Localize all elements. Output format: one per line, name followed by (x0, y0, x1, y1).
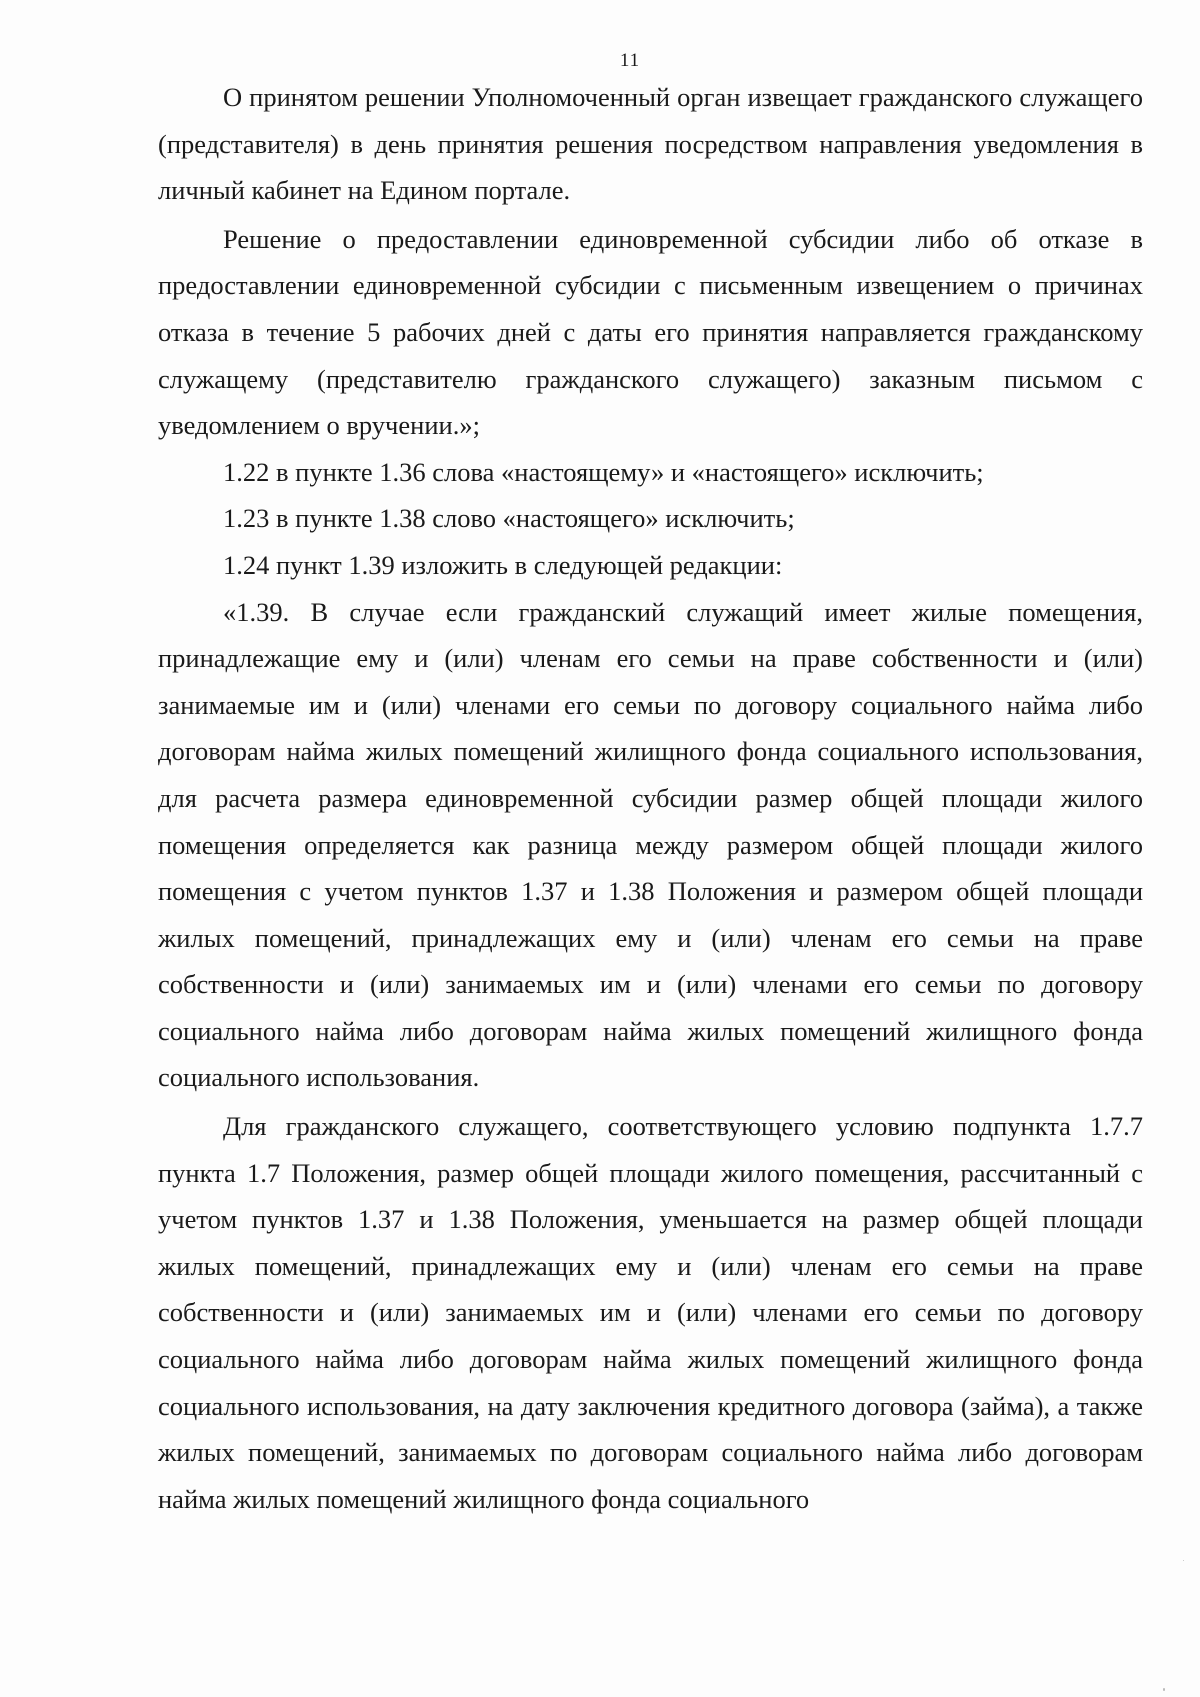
paragraph-clause-1-7-7: Для гражданского служащего, соответствующего условию подпункта 1.7.7 пункта 1.7 Положения, размер общей площади жилого помещения, рассчитанный с учетом пунктов 1.37 и 1.38 Положения, уменьшается на размер общей площади жилых помещений, принадлежащих ему и (или) членам его семьи на праве собственности и (или) занимаемых им и (или) членами его семьи по договору социального найма либо договорам найма жилых помещений жилищного фонда социального использования, на дату заключения кредитного договора (займа), а также жилых помещений, занимаемых по договорам социального найма либо договорам найма жилых помещений жилищного фонда социального (158, 1111, 1143, 1514)
paragraph-item-1-22: 1.22 в пункте 1.36 слова «настоящему» и «настоящего» исключить; (223, 456, 984, 487)
paragraph-clause-1-39: «1.39. В случае если гражданский служащий имеет жилые помещения, принадлежащие ему и (или) членам его семьи на праве собственности и (или) занимаемые им и (или) членами его семьи по договору социального найма либо договорам найма жилых помещений жилищного фонда социального использования, для расчета размера единовременной субсидии размер общей площади жилого помещения определяется как разница между размером общей площади жилого помещения с учетом пунктов 1.37 и 1.38 Положения и размером общей площади жилых помещений, принадлежащих ему и (или) членам его семьи на праве собственности и (или) занимаемых им и (или) членами его семьи по договору социального найма либо договорам найма жилых помещений жилищного фонда социального использования. (158, 596, 1143, 1093)
document-body (158, 74, 1143, 1522)
paragraph-item-1-23: 1.23 в пункте 1.38 слово «настоящего» исключить; (223, 503, 795, 534)
paragraph-item-1-24: 1.24 пункт 1.39 изложить в следующей редакции: (223, 549, 783, 580)
scan-speck (1163, 1688, 1165, 1691)
page-number: 11 (619, 50, 641, 71)
paragraph-notification: О принятом решении Уполномоченный орган извещает гражданского служащего (представителя) в день принятия решения посредством направления уведомления в личный кабинет на Едином портале. (158, 82, 1143, 206)
scan-speck (1183, 1560, 1184, 1561)
paragraph-decision: Решение о предоставлении единовременной субсидии либо об отказе в предоставлении единовременной субсидии с письменным извещением о причинах отказа в течение 5 рабочих дней с даты его принятия направляется гражданскому служащему (представителю гражданского служащего) заказным письмом с уведомлением о вручении.»; (158, 223, 1143, 441)
